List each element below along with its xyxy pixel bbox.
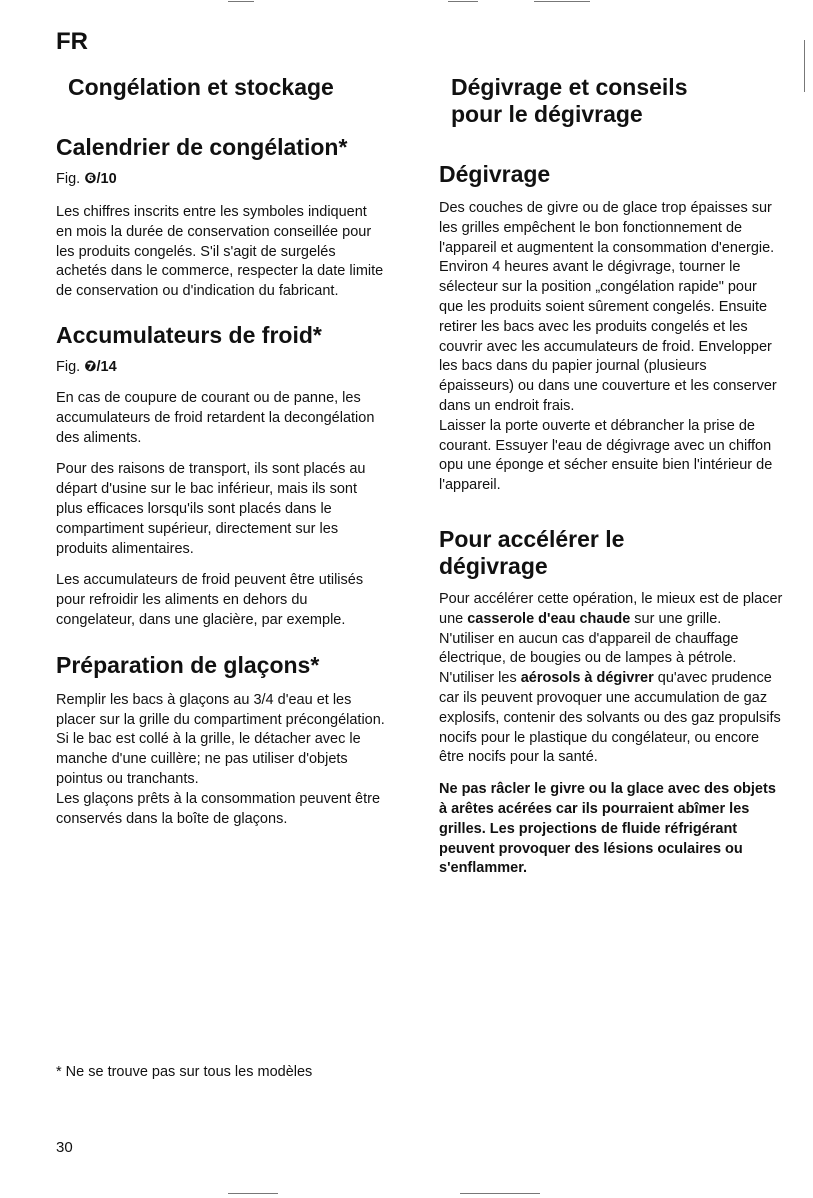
top-rule-mid [448,1,478,2]
calendar-figure-ref [56,169,386,189]
fig-prefix: Fig. [56,171,85,187]
right-margin-rule [804,40,805,92]
accumulators-para-2: Pour des raisons de transport, ils sont placés au départ d'usine sur le bac inférieur, mais ils sont plus efficaces lorsqu'ils sont placés dans le compartiment supérieur, directement sur les produits alimentaires. [56,461,366,557]
accelerate-heading: Pour accélérer le dégivrage [439,525,625,579]
ice-text: Remplir les bacs à glaçons au 3/4 d'eau et les placer sur la grille du compartiment précongélation. Si le bac est collé à la grille, le détacher avec le manche d'une cuillère; ne pas utiliser d'objets pointus ou tranchants. Les glaçons prêts à la consommation peuvent être conservés dans la boîte de glaçons. [56,691,385,827]
aerosol-text-c: qu'avec prudence car ils peuvent provoquer une accumulation de gaz explosifs, contenir des solvants ou des gaz propulsifs nocifs pour le plastique du congélateur, ou encore être nocifs pour la santé. [439,670,781,766]
page-number: 30 [56,1139,73,1156]
fig-prefix: Fig. [56,358,85,375]
top-rule-right [534,1,590,2]
accelerate-para-2: N'utiliser en aucun cas d'appareil de chauffage électrique, de bougies ou de lampes à pétrole. [439,630,739,667]
fig-number: ❻/10 [84,171,117,187]
accumulators-heading: Accumulateurs de froid* [56,321,322,348]
aerosol-emphasis: aérosols à dégivrer [520,670,654,687]
top-rule-left [228,1,254,2]
section-title-defrosting: Dégivrage et conseils pour le dégivrage [451,74,688,127]
section-title-freezing: Congélation et stockage [68,74,334,100]
aerosol-text-a: N'utiliser les [439,670,521,687]
calendar-heading: Calendrier de congélation* [56,134,348,160]
footnote: * Ne se trouve pas sur tous les modèles [56,1064,313,1080]
accelerate-text-c: sur une grille. [630,610,722,627]
accumulators-para-1: En cas de coupure de courant ou de panne, les accumulateurs de froid retardent la decongélation des aliments. [56,389,375,446]
calendar-text: Les chiffres inscrits entre les symboles indiquent en mois la durée de conservation conseillée pour les produits congelés. S'il s'agit de surgelés achetés dans le commerce, respecter la date limite de conservation ou d'indication du fabricant. [56,204,384,300]
left-column [56,74,386,829]
language-marker: FR [56,28,88,55]
right-column [439,74,784,879]
accelerate-text-a: Pour accélérer cette opération, le mieux est de placer une [439,590,783,627]
accelerate-para-1 [439,590,784,630]
bottom-rule-right [460,1193,540,1194]
accumulators-figure-ref [56,357,386,377]
warning-text: Ne pas râcler le givre ou la glace avec des objets à arêtes acérées car ils pourraient abîmer les grilles. Les projections de fluide réfrigérant peuvent provoquer des lésions oculaires ou s'enflammer. [439,781,776,877]
ice-heading: Préparation de glaçons* [56,651,320,678]
defrost-text: Des couches de givre ou de glace trop épaisses sur les grilles empêchent le bon fonctionnement de l'appareil et augmentent la consommation d'energie. Environ 4 heures avant le dégivrage, tourner le sélecteur sur la position „congélation rapide" pour que les produits soient sûrement congelés. Ensuite retirer les bacs avec les produits congelés et les couvrir avec les accumulateurs de froid. Envelopper les bacs dans du papier journal (plusieurs épaisseurs) ou dans une couverture et les conserver dans un endroit frais. Laisser la porte ouverte et débrancher la prise de courant. Essuyer l'eau de dégivrage avec un chiffon opu une éponge et sécher ensuite bien l'intérieur de l'appareil. [439,200,777,494]
fig-number: ❼/14 [84,358,117,375]
accelerate-emphasis: casserole d'eau chaude [467,610,631,627]
accelerate-para-3 [439,669,784,768]
defrost-heading: Dégivrage [439,161,551,187]
bottom-rule-left [228,1193,278,1194]
accumulators-para-3: Les accumulateurs de froid peuvent être utilisés pour refroidir les aliments en dehors du congelateur, dans une glacière, par exemple. [56,572,364,628]
